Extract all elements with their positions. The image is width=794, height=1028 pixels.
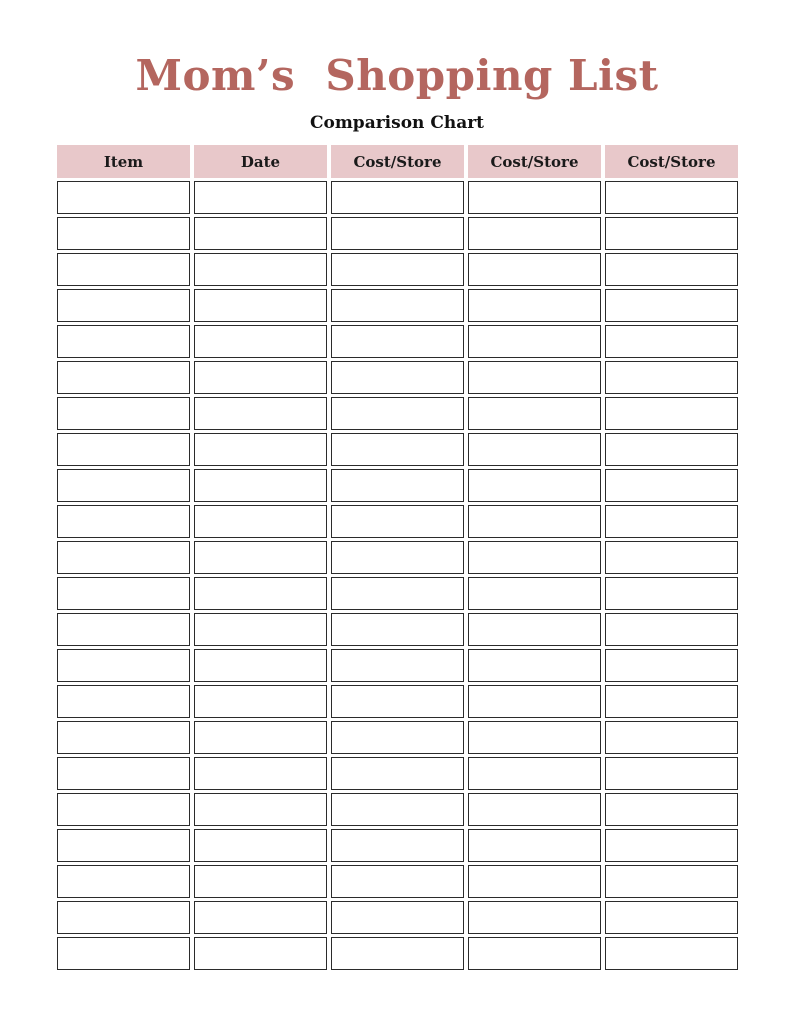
table-row — [57, 541, 738, 574]
table-row — [57, 865, 738, 898]
header-cost-store-3: Cost/Store — [605, 145, 738, 178]
table-row — [57, 721, 738, 754]
table-body — [57, 181, 738, 973]
cell-item[interactable] — [57, 541, 190, 574]
table-row — [57, 649, 738, 682]
cell-item[interactable] — [57, 649, 190, 682]
cell-cost-store-2[interactable] — [468, 829, 601, 862]
table-row — [57, 361, 738, 394]
table-row — [57, 253, 738, 286]
cell-cost-store-3[interactable] — [605, 721, 738, 754]
cell-cost-store-3[interactable] — [605, 433, 738, 466]
table-row — [57, 613, 738, 646]
cell-item[interactable] — [57, 829, 190, 862]
table-row — [57, 577, 738, 610]
cell-date[interactable] — [194, 937, 327, 970]
cell-cost-store-2[interactable] — [468, 253, 601, 286]
cell-item[interactable] — [57, 325, 190, 358]
cell-item[interactable] — [57, 217, 190, 250]
cell-item[interactable] — [57, 253, 190, 286]
cell-cost-store-3[interactable] — [605, 217, 738, 250]
cell-date[interactable] — [194, 217, 327, 250]
cell-cost-store-2[interactable] — [468, 397, 601, 430]
cell-date[interactable] — [194, 577, 327, 610]
cell-cost-store-2[interactable] — [468, 289, 601, 322]
cell-cost-store-2[interactable] — [468, 361, 601, 394]
cell-date[interactable] — [194, 649, 327, 682]
cell-cost-store-3[interactable] — [605, 397, 738, 430]
cell-cost-store-1[interactable] — [331, 289, 464, 322]
cell-cost-store-2[interactable] — [468, 865, 601, 898]
cell-date[interactable] — [194, 685, 327, 718]
cell-date[interactable] — [194, 541, 327, 574]
cell-cost-store-1[interactable] — [331, 433, 464, 466]
cell-item[interactable] — [57, 937, 190, 970]
cell-cost-store-3[interactable] — [605, 937, 738, 970]
cell-date[interactable] — [194, 613, 327, 646]
cell-date[interactable] — [194, 253, 327, 286]
cell-cost-store-2[interactable] — [468, 649, 601, 682]
cell-cost-store-2[interactable] — [468, 685, 601, 718]
cell-item[interactable] — [57, 289, 190, 322]
cell-date[interactable] — [194, 505, 327, 538]
table-row — [57, 397, 738, 430]
cell-item[interactable] — [57, 721, 190, 754]
cell-cost-store-1[interactable] — [331, 793, 464, 826]
cell-date[interactable] — [194, 793, 327, 826]
cell-item[interactable] — [57, 757, 190, 790]
cell-date[interactable] — [194, 865, 327, 898]
cell-item[interactable] — [57, 613, 190, 646]
cell-cost-store-2[interactable] — [468, 325, 601, 358]
page-subtitle: Comparison Chart — [309, 113, 485, 133]
header-cost-store-1: Cost/Store — [331, 145, 464, 178]
cell-cost-store-2[interactable] — [468, 793, 601, 826]
cell-cost-store-1[interactable] — [331, 757, 464, 790]
cell-cost-store-1[interactable] — [331, 649, 464, 682]
cell-cost-store-3[interactable] — [605, 613, 738, 646]
cell-cost-store-1[interactable] — [331, 469, 464, 502]
table-row — [57, 505, 738, 538]
cell-item[interactable] — [57, 577, 190, 610]
cell-cost-store-1[interactable] — [331, 613, 464, 646]
cell-date[interactable] — [194, 469, 327, 502]
cell-date[interactable] — [194, 325, 327, 358]
table-row — [57, 937, 738, 970]
cell-cost-store-2[interactable] — [468, 901, 601, 934]
table-row — [57, 829, 738, 862]
table-row — [57, 433, 738, 466]
cell-date[interactable] — [194, 721, 327, 754]
cell-cost-store-1[interactable] — [331, 865, 464, 898]
cell-cost-store-1[interactable] — [331, 541, 464, 574]
cell-cost-store-3[interactable] — [605, 685, 738, 718]
cell-item[interactable] — [57, 433, 190, 466]
cell-item[interactable] — [57, 901, 190, 934]
cell-cost-store-1[interactable] — [331, 829, 464, 862]
cell-cost-store-2[interactable] — [468, 217, 601, 250]
cell-item[interactable] — [57, 397, 190, 430]
cell-date[interactable] — [194, 757, 327, 790]
cell-cost-store-1[interactable] — [331, 685, 464, 718]
cell-item[interactable] — [57, 793, 190, 826]
comparison-table — [57, 145, 738, 973]
cell-cost-store-3[interactable] — [605, 289, 738, 322]
cell-cost-store-1[interactable] — [331, 181, 464, 214]
cell-cost-store-3[interactable] — [605, 505, 738, 538]
cell-cost-store-2[interactable] — [468, 181, 601, 214]
cell-date[interactable] — [194, 361, 327, 394]
cell-date[interactable] — [194, 433, 327, 466]
table-row — [57, 685, 738, 718]
cell-cost-store-2[interactable] — [468, 433, 601, 466]
table-row — [57, 325, 738, 358]
cell-cost-store-3[interactable] — [605, 181, 738, 214]
cell-cost-store-3[interactable] — [605, 865, 738, 898]
cell-cost-store-1[interactable] — [331, 505, 464, 538]
header-cost-store-2: Cost/Store — [468, 145, 601, 178]
cell-cost-store-2[interactable] — [468, 613, 601, 646]
cell-cost-store-2[interactable] — [468, 757, 601, 790]
cell-cost-store-3[interactable] — [605, 757, 738, 790]
cell-item[interactable] — [57, 181, 190, 214]
cell-cost-store-1[interactable] — [331, 901, 464, 934]
cell-date[interactable] — [194, 397, 327, 430]
cell-date[interactable] — [194, 289, 327, 322]
table-row — [57, 217, 738, 250]
cell-item[interactable] — [57, 685, 190, 718]
table-row — [57, 757, 738, 790]
cell-item[interactable] — [57, 469, 190, 502]
header-item: Item — [57, 145, 190, 178]
cell-date[interactable] — [194, 829, 327, 862]
table-header-row — [57, 145, 738, 178]
cell-date[interactable] — [194, 181, 327, 214]
cell-cost-store-3[interactable] — [605, 577, 738, 610]
cell-cost-store-3[interactable] — [605, 361, 738, 394]
cell-cost-store-1[interactable] — [331, 577, 464, 610]
cell-cost-store-3[interactable] — [605, 649, 738, 682]
page-title: Mom’s Shopping List — [135, 51, 659, 100]
cell-cost-store-3[interactable] — [605, 793, 738, 826]
table-row — [57, 469, 738, 502]
cell-cost-store-2[interactable] — [468, 505, 601, 538]
table-row — [57, 181, 738, 214]
cell-cost-store-3[interactable] — [605, 469, 738, 502]
cell-item[interactable] — [57, 361, 190, 394]
cell-cost-store-2[interactable] — [468, 469, 601, 502]
cell-cost-store-1[interactable] — [331, 937, 464, 970]
table-row — [57, 901, 738, 934]
cell-cost-store-2[interactable] — [468, 721, 601, 754]
cell-cost-store-2[interactable] — [468, 541, 601, 574]
cell-cost-store-2[interactable] — [468, 937, 601, 970]
cell-cost-store-1[interactable] — [331, 325, 464, 358]
cell-cost-store-1[interactable] — [331, 361, 464, 394]
cell-cost-store-1[interactable] — [331, 397, 464, 430]
cell-cost-store-3[interactable] — [605, 325, 738, 358]
cell-item[interactable] — [57, 505, 190, 538]
cell-cost-store-3[interactable] — [605, 901, 738, 934]
cell-cost-store-3[interactable] — [605, 253, 738, 286]
cell-cost-store-2[interactable] — [468, 577, 601, 610]
cell-cost-store-1[interactable] — [331, 253, 464, 286]
cell-cost-store-3[interactable] — [605, 541, 738, 574]
cell-item[interactable] — [57, 865, 190, 898]
cell-cost-store-1[interactable] — [331, 721, 464, 754]
cell-cost-store-1[interactable] — [331, 217, 464, 250]
header-date: Date — [194, 145, 327, 178]
table-row — [57, 793, 738, 826]
cell-date[interactable] — [194, 901, 327, 934]
cell-cost-store-3[interactable] — [605, 829, 738, 862]
table-row — [57, 289, 738, 322]
